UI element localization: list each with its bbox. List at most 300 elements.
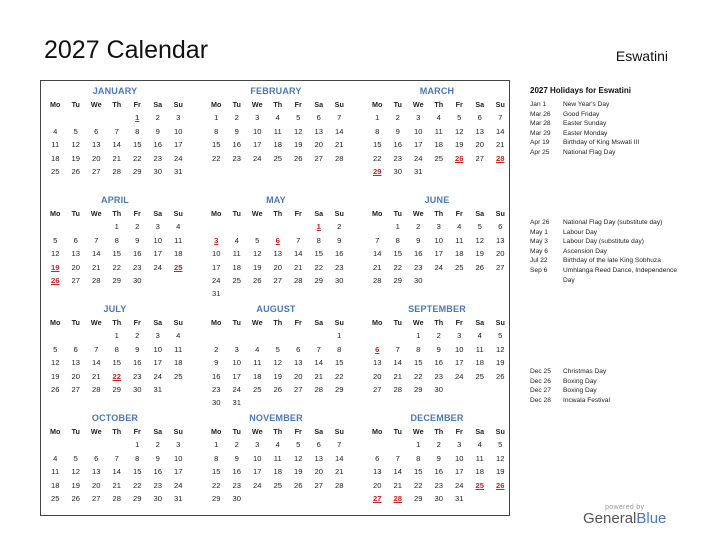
day-cell: 26 xyxy=(71,166,80,176)
day-cell: 10 xyxy=(153,235,162,245)
day-cell: 8 xyxy=(375,126,380,136)
weekday-header: Tu xyxy=(232,100,241,109)
day-cell: 11 xyxy=(475,344,484,354)
weekday-header: Mo xyxy=(50,209,61,218)
day-cell: 11 xyxy=(475,453,484,463)
day-cell: 7 xyxy=(94,235,99,245)
day-cell: 7 xyxy=(316,344,321,354)
day-cell: 27 xyxy=(71,275,80,285)
day-cell: 11 xyxy=(174,344,183,354)
day-cell: 24 xyxy=(212,275,221,285)
day-cell: 2 xyxy=(234,440,239,450)
day-cell: 25 xyxy=(51,166,60,176)
weekday-header: Mo xyxy=(372,318,383,327)
month-august xyxy=(206,302,346,410)
day-cell: 13 xyxy=(496,235,505,245)
day-cell: 14 xyxy=(373,249,382,259)
day-cell: 19 xyxy=(496,467,505,477)
empty-day xyxy=(45,111,66,124)
weekday-header: Th xyxy=(273,318,283,327)
day-cell: 23 xyxy=(153,480,162,490)
day-cell: 14 xyxy=(112,467,121,477)
day-cell: 15 xyxy=(112,358,121,368)
day-cell: 21 xyxy=(314,371,323,381)
day-cell: 16 xyxy=(335,249,344,259)
day-cell: 21 xyxy=(335,140,344,150)
day-cell: 15 xyxy=(414,358,423,368)
day-cell: 17 xyxy=(153,358,162,368)
day-cell: 22 xyxy=(212,153,221,163)
holiday-date: Apr 26 xyxy=(530,219,550,226)
weekday-header: We xyxy=(251,318,263,327)
day-cell: 18 xyxy=(273,140,282,150)
day-cell: 4 xyxy=(275,113,280,123)
holiday-name: New Year's Day xyxy=(563,101,610,108)
day-cell: 19 xyxy=(455,140,464,150)
day-cell: 27 xyxy=(373,384,382,394)
day-cell: 20 xyxy=(273,262,282,272)
holiday-day: 26 xyxy=(51,275,60,285)
day-cell: 17 xyxy=(414,140,423,150)
day-cell: 4 xyxy=(176,331,181,341)
weekday-header: Sa xyxy=(153,100,163,109)
day-cell: 28 xyxy=(112,493,121,503)
day-cell: 22 xyxy=(414,480,423,490)
weekday-header: Fr xyxy=(133,100,141,109)
day-cell: 4 xyxy=(477,331,482,341)
month-name: NOVEMBER xyxy=(249,413,303,423)
weekday-header: Th xyxy=(434,209,444,218)
holiday-name: Boxing Day xyxy=(563,387,597,395)
weekday-header: Sa xyxy=(314,209,324,218)
day-cell: 11 xyxy=(232,249,241,259)
day-cell: 27 xyxy=(273,275,282,285)
weekday-header: We xyxy=(90,427,102,436)
day-cell: 31 xyxy=(153,384,162,394)
day-cell: 20 xyxy=(373,480,382,490)
day-cell: 16 xyxy=(153,467,162,477)
day-cell: 10 xyxy=(212,249,221,259)
day-cell: 25 xyxy=(253,384,262,394)
day-cell: 17 xyxy=(455,467,464,477)
weekday-header: Sa xyxy=(314,318,324,327)
day-cell: 5 xyxy=(296,113,301,123)
weekday-header: Sa xyxy=(153,209,163,218)
weekday-header: Sa xyxy=(153,318,163,327)
day-cell: 16 xyxy=(133,249,142,259)
day-cell: 28 xyxy=(112,166,121,176)
day-cell: 24 xyxy=(455,371,464,381)
holiday-date: Jul 22 xyxy=(530,257,548,265)
holiday-day: 1 xyxy=(135,113,140,123)
day-cell: 15 xyxy=(112,249,121,259)
holiday-day: 19 xyxy=(51,262,60,272)
month-february xyxy=(206,84,346,165)
month-june xyxy=(367,193,507,287)
day-cell: 23 xyxy=(434,371,443,381)
holiday-date: Jan 1 xyxy=(530,101,547,108)
holiday-item xyxy=(530,228,680,238)
day-cell: 28 xyxy=(393,384,402,394)
weekday-header: Mo xyxy=(372,427,383,436)
day-cell: 14 xyxy=(335,126,344,136)
weekday-header: Tu xyxy=(71,209,80,218)
day-cell: 20 xyxy=(475,140,484,150)
day-cell: 25 xyxy=(475,371,484,381)
holiday-item xyxy=(530,367,680,377)
weekday-header: Sa xyxy=(314,100,324,109)
holiday-item xyxy=(530,377,680,387)
day-cell: 6 xyxy=(477,113,482,123)
empty-day xyxy=(367,438,388,451)
weekday-header: Th xyxy=(273,209,283,218)
day-cell: 5 xyxy=(457,113,462,123)
day-cell: 4 xyxy=(457,222,462,232)
day-cell: 8 xyxy=(135,126,140,136)
weekday-header: Tu xyxy=(232,209,241,218)
day-cell: 4 xyxy=(234,235,239,245)
day-cell: 17 xyxy=(212,262,221,272)
day-cell: 29 xyxy=(112,384,121,394)
day-cell: 25 xyxy=(273,153,282,163)
day-cell: 15 xyxy=(133,467,142,477)
month-name: JUNE xyxy=(424,195,450,205)
day-cell: 26 xyxy=(51,384,60,394)
day-cell: 16 xyxy=(434,467,443,477)
day-cell: 24 xyxy=(253,153,262,163)
day-cell: 23 xyxy=(434,480,443,490)
day-cell: 29 xyxy=(112,275,121,285)
weekday-header: Tu xyxy=(71,318,80,327)
day-cell: 12 xyxy=(475,235,484,245)
day-cell: 27 xyxy=(475,153,484,163)
day-cell: 9 xyxy=(234,126,239,136)
day-cell: 5 xyxy=(73,453,78,463)
holiday-date: Dec 27 xyxy=(530,387,551,395)
day-cell: 6 xyxy=(94,453,99,463)
day-cell: 24 xyxy=(174,480,183,490)
empty-day xyxy=(86,111,107,124)
powered-by-text: powered by xyxy=(605,504,645,511)
empty-day xyxy=(66,438,87,451)
day-cell: 2 xyxy=(436,331,441,341)
holiday-name: Birthday of King Mswati III xyxy=(563,139,640,147)
day-cell: 3 xyxy=(416,113,421,123)
holiday-name: Good Friday xyxy=(563,110,600,118)
day-cell: 3 xyxy=(255,113,260,123)
weekday-header: Su xyxy=(495,318,505,327)
holiday-date: Mar 28 xyxy=(530,120,551,128)
day-cell: 6 xyxy=(316,113,321,123)
day-cell: 22 xyxy=(212,480,221,490)
weekday-header: Fr xyxy=(133,209,141,218)
day-cell: 24 xyxy=(174,153,183,163)
holiday-name: National Flag Day (substitute day) xyxy=(563,219,663,226)
day-cell: 23 xyxy=(335,262,344,272)
holiday-day: 29 xyxy=(373,166,382,176)
empty-day xyxy=(86,438,107,451)
day-cell: 5 xyxy=(53,235,58,245)
holiday-day: 3 xyxy=(214,235,219,245)
day-cell: 2 xyxy=(395,113,400,123)
day-cell: 30 xyxy=(133,384,142,394)
day-cell: 25 xyxy=(273,480,282,490)
day-cell: 22 xyxy=(314,262,323,272)
day-cell: 29 xyxy=(414,493,423,503)
holiday-date: Dec 28 xyxy=(530,396,551,404)
weekday-header: Tu xyxy=(393,209,402,218)
day-cell: 1 xyxy=(416,331,421,341)
day-cell: 19 xyxy=(294,140,303,150)
day-cell: 30 xyxy=(414,275,423,285)
day-cell: 19 xyxy=(475,249,484,259)
day-cell: 9 xyxy=(234,453,239,463)
day-cell: 27 xyxy=(294,384,303,394)
day-cell: 3 xyxy=(176,113,181,123)
holiday-item xyxy=(530,256,680,266)
day-cell: 16 xyxy=(133,358,142,368)
day-cell: 23 xyxy=(232,480,241,490)
day-cell: 9 xyxy=(416,235,421,245)
day-cell: 1 xyxy=(135,440,140,450)
month-grid xyxy=(367,316,507,396)
empty-day xyxy=(388,329,409,342)
holiday-group xyxy=(530,100,680,158)
day-cell: 13 xyxy=(92,467,101,477)
day-cell: 17 xyxy=(455,358,464,368)
holiday-date: Dec 25 xyxy=(530,368,551,375)
empty-day xyxy=(288,220,309,233)
holiday-date: Mar 26 xyxy=(530,110,551,118)
day-cell: 5 xyxy=(477,222,482,232)
day-cell: 5 xyxy=(296,440,301,450)
day-cell: 23 xyxy=(393,153,402,163)
day-cell: 2 xyxy=(416,222,421,232)
day-cell: 31 xyxy=(455,493,464,503)
holiday-name: Ascension Day xyxy=(563,247,607,255)
day-cell: 30 xyxy=(133,275,142,285)
day-cell: 10 xyxy=(455,453,464,463)
holiday-item xyxy=(530,218,680,228)
day-cell: 30 xyxy=(153,493,162,503)
empty-day xyxy=(86,329,107,342)
weekday-header: Th xyxy=(112,209,122,218)
holiday-date: Sep 6 xyxy=(530,266,548,274)
weekday-header: We xyxy=(251,100,263,109)
day-cell: 18 xyxy=(455,249,464,259)
weekday-header: Tu xyxy=(71,100,80,109)
day-cell: 1 xyxy=(337,331,342,341)
day-cell: 18 xyxy=(174,249,183,259)
day-cell: 30 xyxy=(393,166,402,176)
day-cell: 30 xyxy=(434,493,443,503)
day-cell: 18 xyxy=(51,153,60,163)
day-cell: 13 xyxy=(373,358,382,368)
day-cell: 21 xyxy=(112,153,121,163)
holiday-item xyxy=(530,386,680,396)
holiday-item xyxy=(530,266,680,285)
day-cell: 1 xyxy=(214,113,219,123)
day-cell: 9 xyxy=(337,235,342,245)
empty-day xyxy=(45,220,66,233)
empty-day xyxy=(227,329,248,342)
weekday-header: We xyxy=(412,100,424,109)
month-name: JANUARY xyxy=(92,86,138,96)
day-cell: 28 xyxy=(92,384,101,394)
day-cell: 7 xyxy=(114,126,119,136)
holiday-name: Incwala Festival xyxy=(563,396,610,404)
day-cell: 9 xyxy=(155,453,160,463)
holiday-name: Boxing Day xyxy=(563,377,597,385)
day-cell: 27 xyxy=(92,166,101,176)
month-name: DECEMBER xyxy=(410,413,464,423)
holiday-item xyxy=(530,110,680,120)
page-title: 2027 Calendar xyxy=(44,36,209,64)
day-cell: 21 xyxy=(393,371,402,381)
day-cell: 30 xyxy=(434,384,443,394)
empty-day xyxy=(247,220,268,233)
day-cell: 9 xyxy=(436,453,441,463)
holiday-item xyxy=(530,129,680,139)
day-cell: 15 xyxy=(212,467,221,477)
day-cell: 14 xyxy=(393,358,402,368)
holiday-date: Mar 29 xyxy=(530,129,551,137)
day-cell: 8 xyxy=(395,235,400,245)
day-cell: 11 xyxy=(174,235,183,245)
month-october xyxy=(45,411,185,505)
day-cell: 26 xyxy=(71,493,80,503)
day-cell: 23 xyxy=(414,262,423,272)
month-grid xyxy=(45,316,185,396)
empty-day xyxy=(66,111,87,124)
day-cell: 14 xyxy=(92,358,101,368)
weekday-header: We xyxy=(412,318,424,327)
day-cell: 12 xyxy=(273,358,282,368)
day-cell: 13 xyxy=(273,249,282,259)
empty-day xyxy=(107,111,128,124)
weekday-header: Mo xyxy=(372,209,383,218)
day-cell: 25 xyxy=(51,493,60,503)
day-cell: 8 xyxy=(135,453,140,463)
day-cell: 11 xyxy=(51,140,60,150)
day-cell: 4 xyxy=(53,126,58,136)
day-cell: 29 xyxy=(133,493,142,503)
empty-day xyxy=(66,220,87,233)
day-cell: 14 xyxy=(92,249,101,259)
day-cell: 11 xyxy=(273,453,282,463)
holiday-day: 22 xyxy=(112,371,121,381)
day-cell: 28 xyxy=(92,275,101,285)
weekday-header: Sa xyxy=(475,318,485,327)
day-cell: 4 xyxy=(255,344,260,354)
day-cell: 10 xyxy=(455,344,464,354)
day-cell: 9 xyxy=(155,126,160,136)
day-cell: 22 xyxy=(112,262,121,272)
day-cell: 26 xyxy=(475,262,484,272)
day-cell: 2 xyxy=(337,222,342,232)
weekday-header: Tu xyxy=(232,427,241,436)
weekday-header: Th xyxy=(273,100,283,109)
weekday-header: Sa xyxy=(314,427,324,436)
weekday-header: Su xyxy=(334,209,344,218)
day-cell: 12 xyxy=(71,467,80,477)
day-cell: 31 xyxy=(174,166,183,176)
month-march xyxy=(367,84,507,178)
weekday-header: Th xyxy=(112,100,122,109)
month-april xyxy=(45,193,185,287)
holiday-name: Easter Monday xyxy=(563,129,608,137)
day-cell: 24 xyxy=(153,262,162,272)
day-cell: 15 xyxy=(335,358,344,368)
day-cell: 13 xyxy=(475,126,484,136)
day-cell: 7 xyxy=(395,344,400,354)
holiday-group xyxy=(530,367,680,405)
day-cell: 7 xyxy=(395,453,400,463)
weekday-header: We xyxy=(251,427,263,436)
day-cell: 12 xyxy=(253,249,262,259)
weekday-header: Fr xyxy=(455,318,463,327)
month-grid xyxy=(45,98,185,178)
day-cell: 6 xyxy=(94,126,99,136)
day-cell: 2 xyxy=(155,440,160,450)
day-cell: 1 xyxy=(214,440,219,450)
day-cell: 8 xyxy=(316,235,321,245)
weekday-header: Fr xyxy=(294,427,302,436)
empty-day xyxy=(206,329,227,342)
holiday-date: Apr 19 xyxy=(530,139,550,147)
month-grid xyxy=(206,425,346,505)
month-grid xyxy=(206,98,346,165)
day-cell: 8 xyxy=(114,235,119,245)
day-cell: 5 xyxy=(275,344,280,354)
day-cell: 30 xyxy=(153,166,162,176)
day-cell: 16 xyxy=(153,140,162,150)
day-cell: 27 xyxy=(496,262,505,272)
day-cell: 13 xyxy=(71,249,80,259)
day-cell: 7 xyxy=(114,453,119,463)
day-cell: 12 xyxy=(496,453,505,463)
weekday-header: Sa xyxy=(475,427,485,436)
day-cell: 3 xyxy=(155,222,160,232)
day-cell: 19 xyxy=(71,153,80,163)
day-cell: 1 xyxy=(114,222,119,232)
day-cell: 15 xyxy=(133,140,142,150)
weekday-header: Fr xyxy=(455,427,463,436)
holiday-day: 28 xyxy=(496,153,505,163)
day-cell: 12 xyxy=(294,126,303,136)
weekday-header: Fr xyxy=(133,427,141,436)
day-cell: 20 xyxy=(71,371,80,381)
weekday-header: Mo xyxy=(372,100,383,109)
day-cell: 14 xyxy=(294,249,303,259)
day-cell: 19 xyxy=(496,358,505,368)
day-cell: 22 xyxy=(393,262,402,272)
day-cell: 14 xyxy=(314,358,323,368)
empty-day xyxy=(45,438,66,451)
day-cell: 21 xyxy=(496,140,505,150)
holiday-item xyxy=(530,100,680,110)
weekday-header: Su xyxy=(173,318,183,327)
day-cell: 16 xyxy=(232,467,241,477)
day-cell: 2 xyxy=(135,331,140,341)
day-cell: 21 xyxy=(92,262,101,272)
country-label: Eswatini xyxy=(615,48,668,64)
day-cell: 3 xyxy=(457,440,462,450)
day-cell: 3 xyxy=(176,440,181,450)
empty-day xyxy=(268,329,289,342)
month-name: MARCH xyxy=(419,86,455,96)
weekday-header: Tu xyxy=(393,427,402,436)
